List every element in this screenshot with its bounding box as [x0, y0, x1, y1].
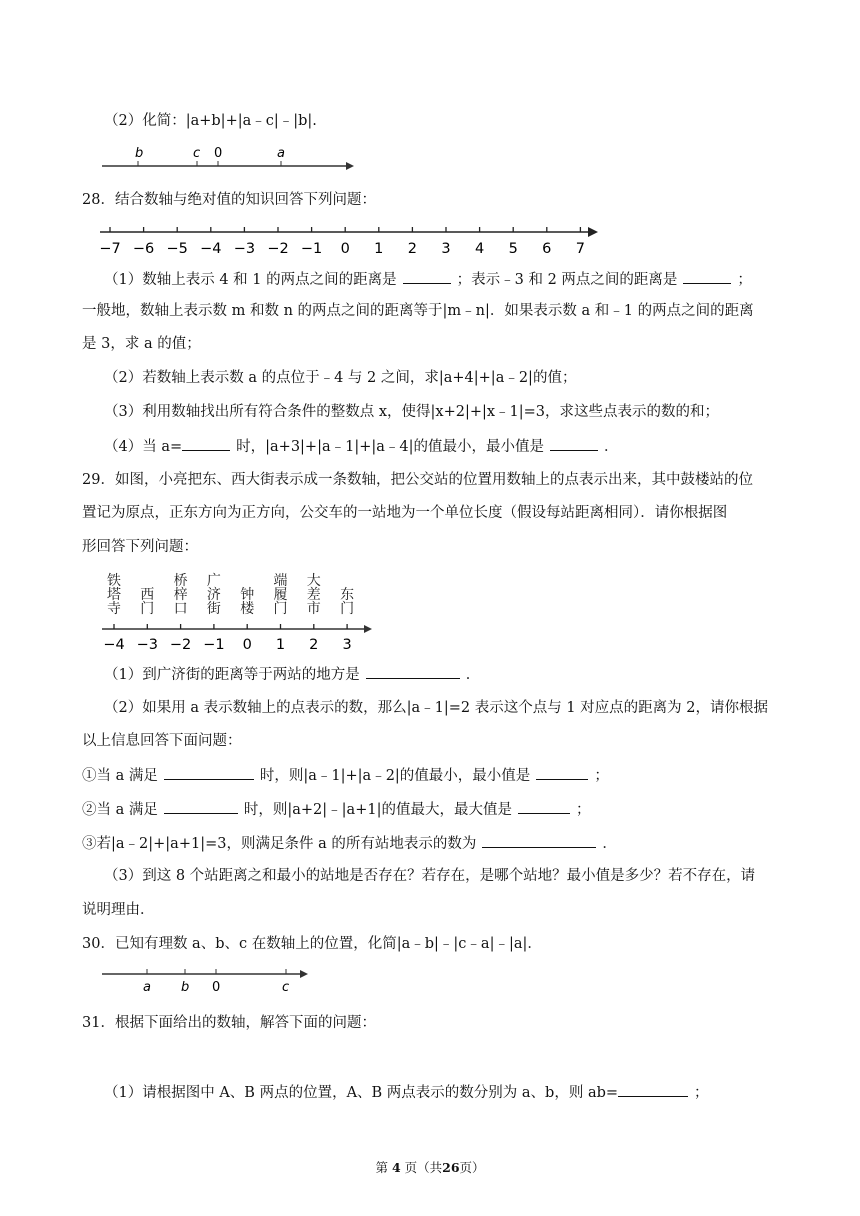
q29-case1: ①当 a 满足 时，则|a﹣1|+|a﹣2|的值最小，最小值是 ；	[82, 765, 609, 786]
q28-tick-label: 4	[474, 241, 485, 257]
q28-blank-2[interactable]	[683, 269, 731, 284]
q27-label-c: c	[193, 146, 201, 161]
q29-station-char: 大	[306, 573, 321, 589]
q28-blank-4[interactable]	[550, 436, 598, 451]
total-pages: 26	[442, 1160, 460, 1175]
q29-station-char: 济	[206, 587, 221, 603]
q31-part1: （1）请根据图中 A、B 两点的位置，A、B 两点表示的数分别为 a、b，则 ab= ；	[104, 1082, 709, 1103]
q28-tick-label: −1	[300, 241, 323, 257]
q29-blank-4[interactable]	[164, 799, 238, 814]
q29-station-char: 东	[340, 587, 355, 603]
q31-stem: 31．根据下面给出的数轴，解答下面的问题：	[82, 1015, 376, 1031]
q29-part3-line2: 说明理由．	[82, 902, 155, 918]
q28-tick-label: −2	[267, 241, 289, 257]
q28-part1-line3: 是 3，求 a 的值；	[82, 336, 201, 352]
q28-stem: 28．结合数轴与绝对值的知识回答下列问题：	[82, 192, 376, 208]
q28-tick-label: 1	[374, 241, 384, 257]
q28-part1-line2: 一般地，数轴上表示数 m 和数 n 的两点之间的距离等于|m﹣n|．如果表示数 a 和﹣1 的两点之间的距离	[82, 303, 754, 319]
q28-tick-label: 7	[575, 241, 586, 257]
q29-stem-line3: 形回答下列问题：	[82, 539, 198, 555]
q30-label-0: 0	[212, 980, 221, 995]
q31-blank-1[interactable]	[618, 1082, 688, 1097]
q28-tick-label: 0	[340, 241, 350, 257]
q29-part1: （1）到广济街的距离等于两站的地方是 ．	[104, 664, 480, 685]
q29-station-char: 端	[273, 573, 288, 589]
q29-tick-label: 0	[242, 637, 252, 653]
q29-station-char: 门	[340, 601, 355, 617]
q29-station-char: 市	[306, 601, 321, 617]
q30-label-b: b	[181, 980, 190, 995]
q29-station-char: 寺	[107, 601, 121, 617]
q28-part2: （2）若数轴上表示数 a 的点位于﹣4 与 2 之间，求|a+4|+|a﹣2|的值；	[104, 370, 577, 386]
q28-part3: （3）利用数轴找出所有符合条件的整数点 x，使得|x+2|+|x﹣1|=3，求这些点表示的数的和；	[104, 404, 720, 420]
q28-blank-3[interactable]	[182, 436, 230, 451]
q29-tick-label: −1	[203, 637, 225, 653]
q29-station-line	[96, 565, 386, 655]
q28-blank-1[interactable]	[403, 269, 451, 284]
q28-part4: （4）当 a= 时，|a+3|+|a﹣1|+|a﹣4|的值最小，最小值是 ．	[104, 436, 619, 457]
q29-blank-5[interactable]	[518, 799, 570, 814]
q29-station-char: 铁	[107, 573, 121, 589]
q28-tick-label: −3	[233, 241, 256, 257]
q29-station-char: 桥	[173, 573, 188, 589]
q29-case2: ②当 a 满足 时，则|a+2|﹣|a+1|的值最大，最大值是 ；	[82, 799, 590, 820]
q29-station-char: 街	[206, 601, 221, 617]
q29-part3-line1: （3）到这 8 个站距离之和最小的站地是否存在？若存在，是哪个站地？最小值是多少？若不存在，请	[104, 868, 756, 884]
q29-station-char: 口	[173, 601, 188, 617]
q29-blank-2[interactable]	[164, 765, 254, 780]
q27-label-0: 0	[214, 146, 223, 161]
q27-part2: （2）化简：|a+b|+|a﹣c|﹣|b|.	[104, 113, 317, 129]
page-footer: 第 4 页（共26页）	[375, 1160, 485, 1175]
q28-number-line	[96, 220, 606, 260]
q30-number-line	[100, 962, 320, 996]
q29-tick-label: 1	[275, 637, 286, 653]
q29-stem-line1: 29．如图，小亮把东、西大街表示成一条数轴，把公交站的位置用数轴上的点表示出来，其中鼓楼站的位	[82, 472, 753, 488]
q27-number-line	[100, 140, 360, 174]
current-page: 4	[391, 1160, 401, 1175]
q29-station-char: 钟	[240, 587, 255, 603]
q29-stem-line2: 置记为原点，正东方向为正方向，公交车的一站地为一个单位长度（假设每站距离相同）．请你根据图	[82, 505, 728, 521]
q29-blank-3[interactable]	[536, 765, 588, 780]
q29-station-char: 履	[273, 587, 288, 603]
q27-label-a: a	[277, 146, 285, 161]
q29-blank-1[interactable]	[366, 664, 460, 679]
q29-station-char: 梓	[173, 587, 188, 603]
q29-tick-label: −2	[169, 637, 192, 653]
q30-label-a: a	[143, 980, 151, 995]
q28-tick-label: 5	[508, 241, 518, 257]
q28-part1-line1: （1）数轴上表示 4 和 1 的两点之间的距离是 ；表示﹣3 和 2 两点之间的距离是 ；	[104, 269, 752, 290]
q29-station-char: 差	[306, 587, 321, 603]
q29-station-char: 门	[140, 601, 155, 617]
q29-station-char: 广	[206, 573, 221, 589]
q30-stem: 30．已知有理数 a、b、c 在数轴上的位置，化简|a﹣b|﹣|c﹣a|﹣|a|．	[82, 936, 542, 952]
q29-blank-6[interactable]	[482, 833, 596, 848]
q29-part2-line1: （2）如果用 a 表示数轴上的点表示的数，那么|a﹣1|=2 表示这个点与 1 对应点的距离为 2，请你根据	[104, 700, 768, 716]
q28-tick-label: −7	[99, 241, 121, 257]
q29-tick-label: 3	[342, 637, 352, 653]
q28-tick-label: −6	[132, 241, 155, 257]
q29-station-char: 门	[273, 601, 288, 617]
q29-station-char: 楼	[240, 601, 255, 617]
q29-station-char: 塔	[107, 587, 121, 603]
q28-tick-label: 3	[441, 241, 451, 257]
q28-tick-label: −5	[166, 241, 188, 257]
q29-case3: ③若|a﹣2|+|a+1|=3，则满足条件 a 的所有站地表示的数为 ．	[82, 833, 617, 854]
q30-label-c: c	[282, 980, 290, 995]
q29-tick-label: −3	[136, 637, 158, 653]
q29-tick-label: −4	[103, 637, 125, 653]
q28-tick-label: 6	[542, 241, 552, 257]
q29-part2-line2: 以上信息回答下面问题：	[82, 733, 242, 749]
q28-tick-label: 2	[407, 241, 418, 257]
q29-tick-label: 2	[309, 637, 319, 653]
q28-tick-label: −4	[200, 241, 222, 257]
q29-station-char: 西	[140, 587, 155, 603]
q27-label-b: b	[135, 146, 144, 161]
